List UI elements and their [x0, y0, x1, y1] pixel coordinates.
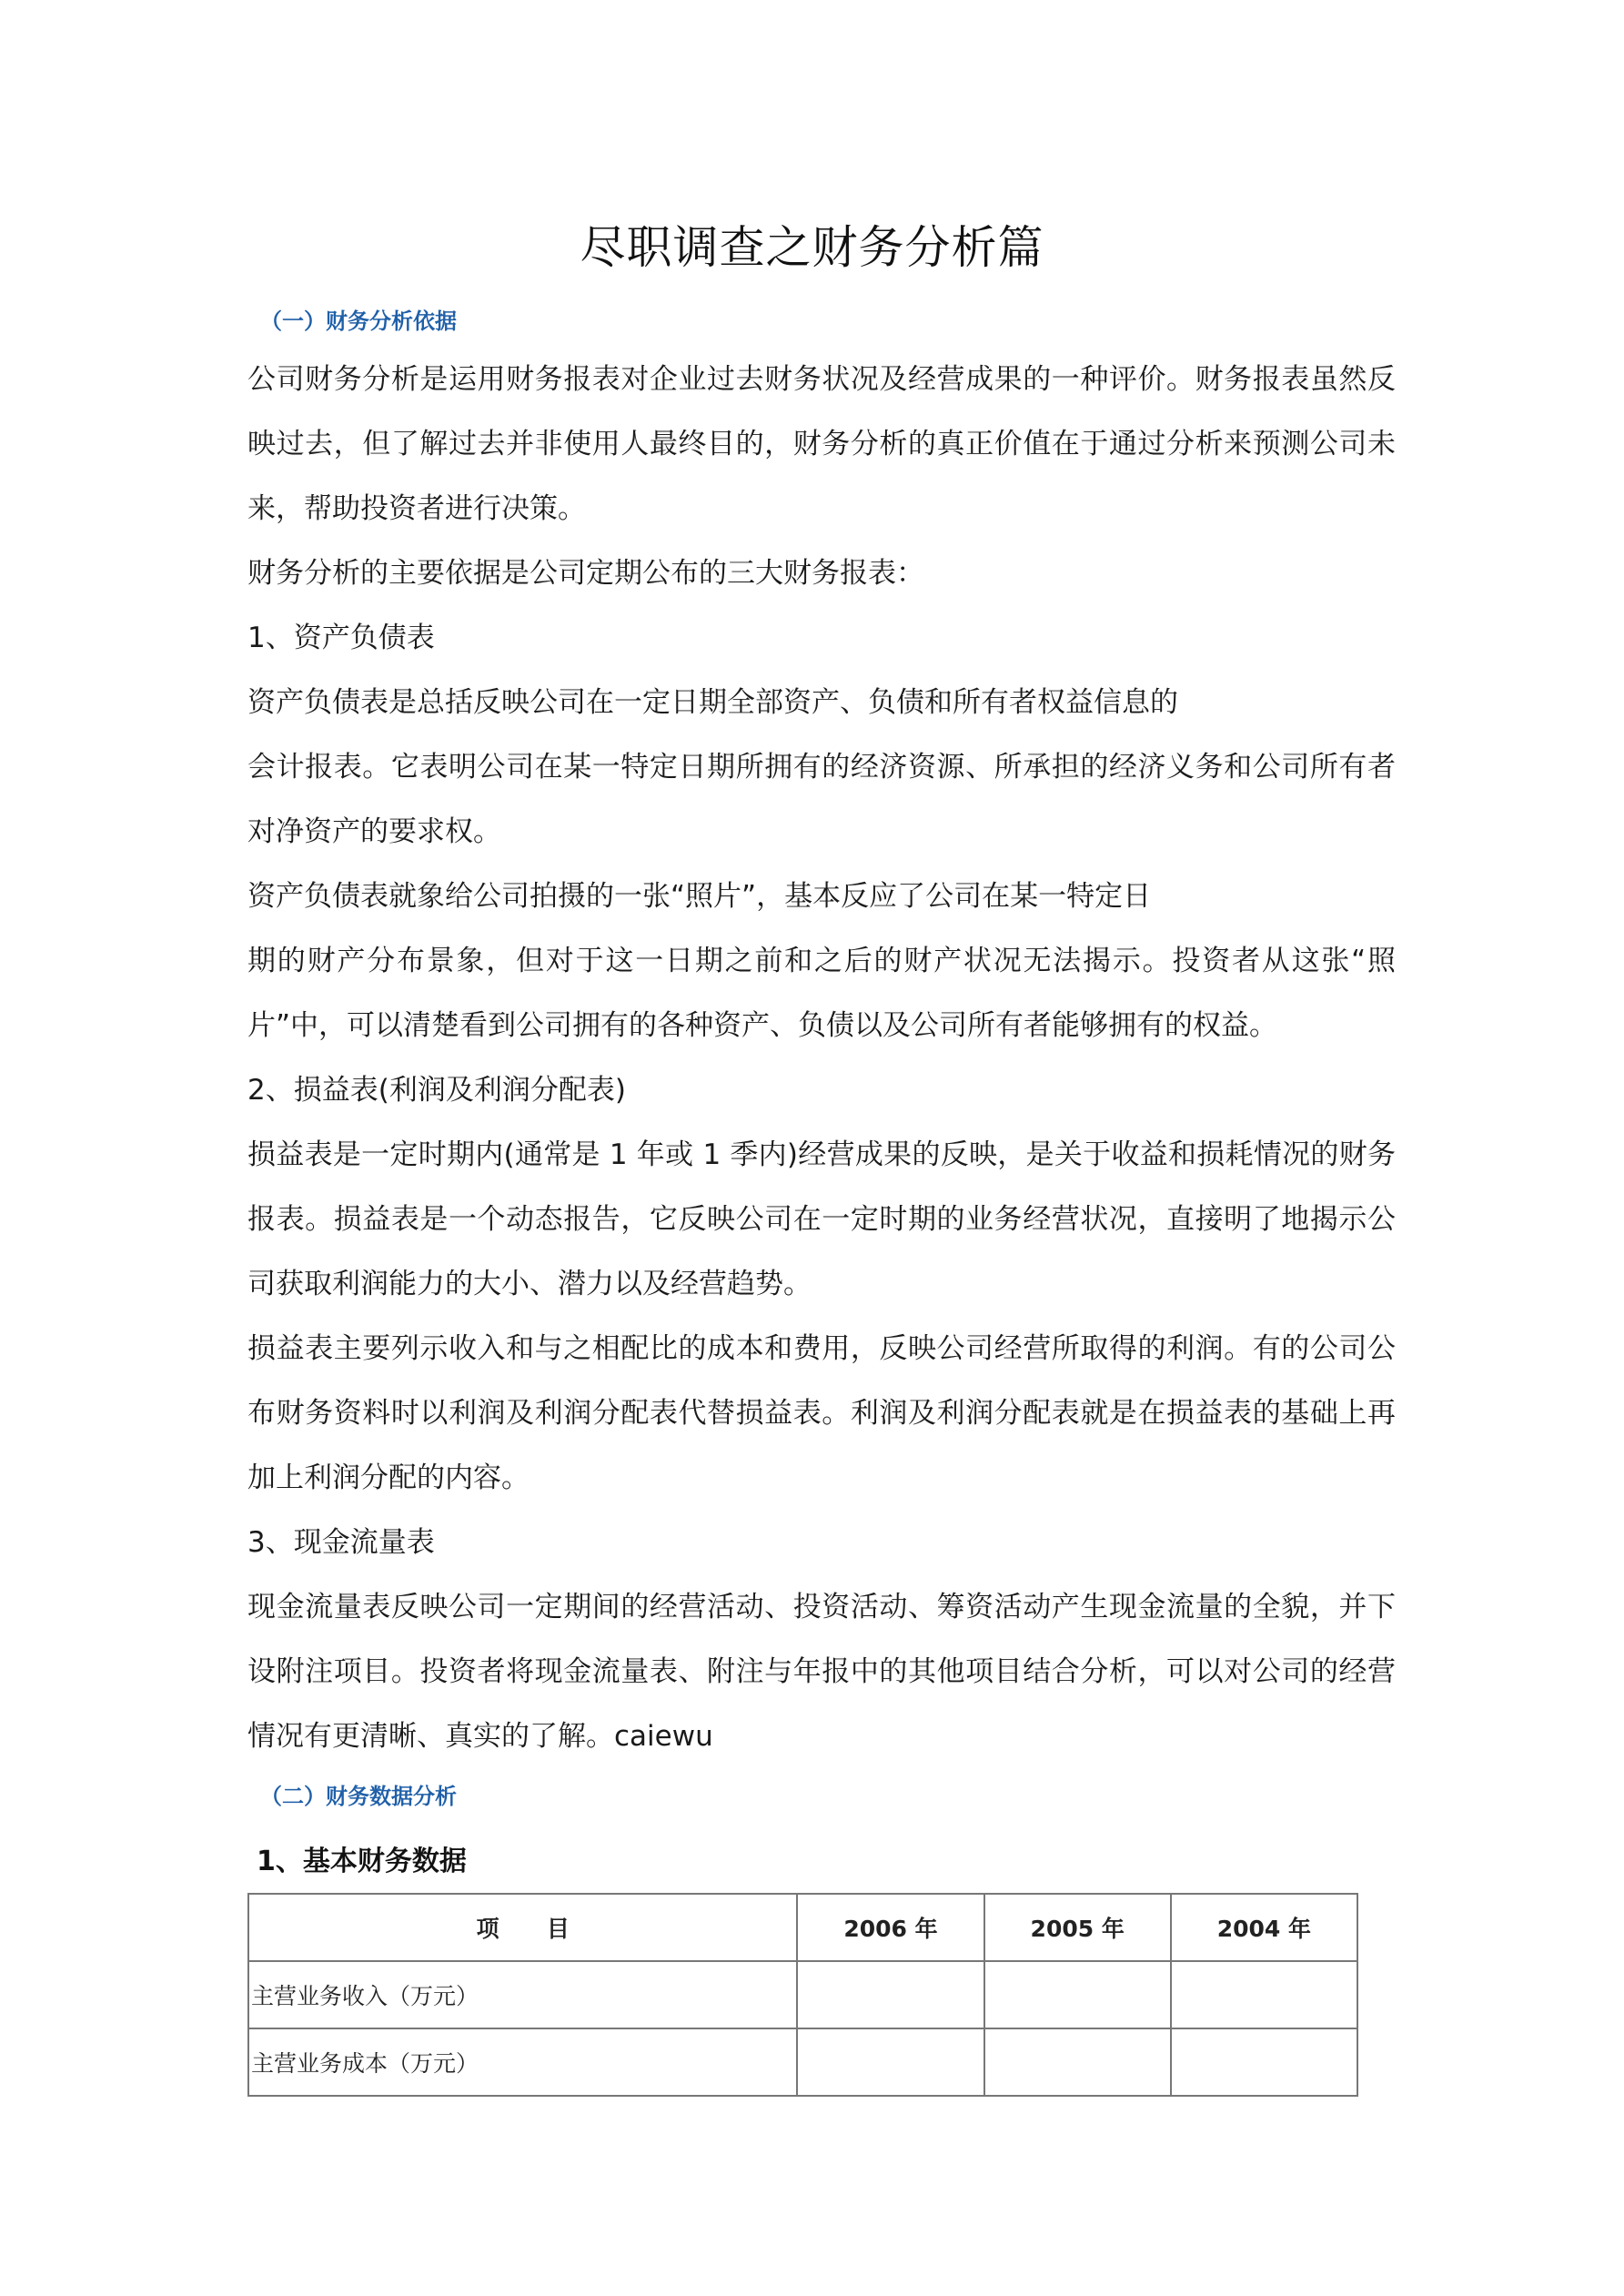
table-cell [984, 1961, 1171, 2028]
paragraph: 财务分析的主要依据是公司定期公布的三大财务报表： [247, 557, 924, 590]
subheading-basic-financial-data: 1、基本财务数据 [257, 1846, 467, 1877]
table-row [248, 1961, 1357, 2028]
paragraph: 3、现金流量表 [247, 1526, 435, 1559]
body-text-block-1 [247, 348, 1396, 1769]
paragraph: 损益表主要列示收入和与之相配比的成本和费用，反映公司经营所取得的利润。有的公司公布财务资料时以利润及利润分配表代替损益表。利润及利润分配表就是在损益表的基础上再加上利润分配的内容。 [247, 1332, 1396, 1494]
section-heading-data-analysis: （二）财务数据分析 [260, 1784, 457, 1809]
paragraph: 会计报表。它表明公司在某一特定日期所拥有的经济资源、所承担的经济义务和公司所有者对净资产的要求权。 [247, 751, 1396, 848]
row-label: 主营业务成本（万元） [248, 2028, 797, 2096]
row-label: 主营业务收入（万元） [248, 1961, 797, 2028]
table-cell [797, 1961, 983, 2028]
table-cell [797, 2028, 983, 2096]
table-row [248, 2028, 1357, 2096]
paragraph: 1、资产负债表 [247, 622, 435, 654]
table-cell [984, 2028, 1171, 2096]
paragraph: 公司财务分析是运用财务报表对企业过去财务状况及经营成果的一种评价。财务报表虽然反映过去，但了解过去并非使用人最终目的，财务分析的真正价值在于通过分析来预测公司未来，帮助投资者进行决策。 [247, 363, 1396, 525]
section-heading-basis: （一）财务分析依据 [260, 308, 457, 334]
table-header-row [248, 1894, 1357, 1961]
column-header-item: 项 目 [248, 1894, 797, 1961]
page-title: 尽职调查之财务分析篇 [580, 221, 1044, 274]
paragraph: 损益表是一定时期内(通常是 1 年或 1 季内)经营成果的反映，是关于收益和损耗情况的财务报表。损益表是一个动态报告，它反映公司在一定时期的业务经营状况，直接明了地揭示公司获取利润能力的大小、潜力以及经营趋势。 [247, 1138, 1396, 1300]
paragraph: 资产负债表是总括反映公司在一定日期全部资产、负债和所有者权益信息的 [247, 686, 1178, 719]
financial-data-table [247, 1893, 1358, 2097]
paragraph: 2、损益表(利润及利润分配表) [247, 1074, 626, 1107]
column-header-2005: 2005 年 [984, 1894, 1171, 1961]
paragraph: 期的财产分布景象，但对于这一日期之前和之后的财产状况无法揭示。投资者从这张“照片”中，可以清楚看到公司拥有的各种资产、负债以及公司所有者能够拥有的权益。 [247, 945, 1396, 1042]
table-cell [1171, 2028, 1357, 2096]
paragraph: 现金流量表反映公司一定期间的经营活动、投资活动、筹资活动产生现金流量的全貌，并下设附注项目。投资者将现金流量表、附注与年报中的其他项目结合分析，可以对公司的经营情况有更清晰、真实的了解。caiewu [247, 1591, 1396, 1753]
column-header-2006: 2006 年 [797, 1894, 983, 1961]
paragraph: 资产负债表就象给公司拍摄的一张“照片”，基本反应了公司在某一特定日 [247, 880, 1152, 913]
table-cell [1171, 1961, 1357, 2028]
column-header-2004: 2004 年 [1171, 1894, 1357, 1961]
